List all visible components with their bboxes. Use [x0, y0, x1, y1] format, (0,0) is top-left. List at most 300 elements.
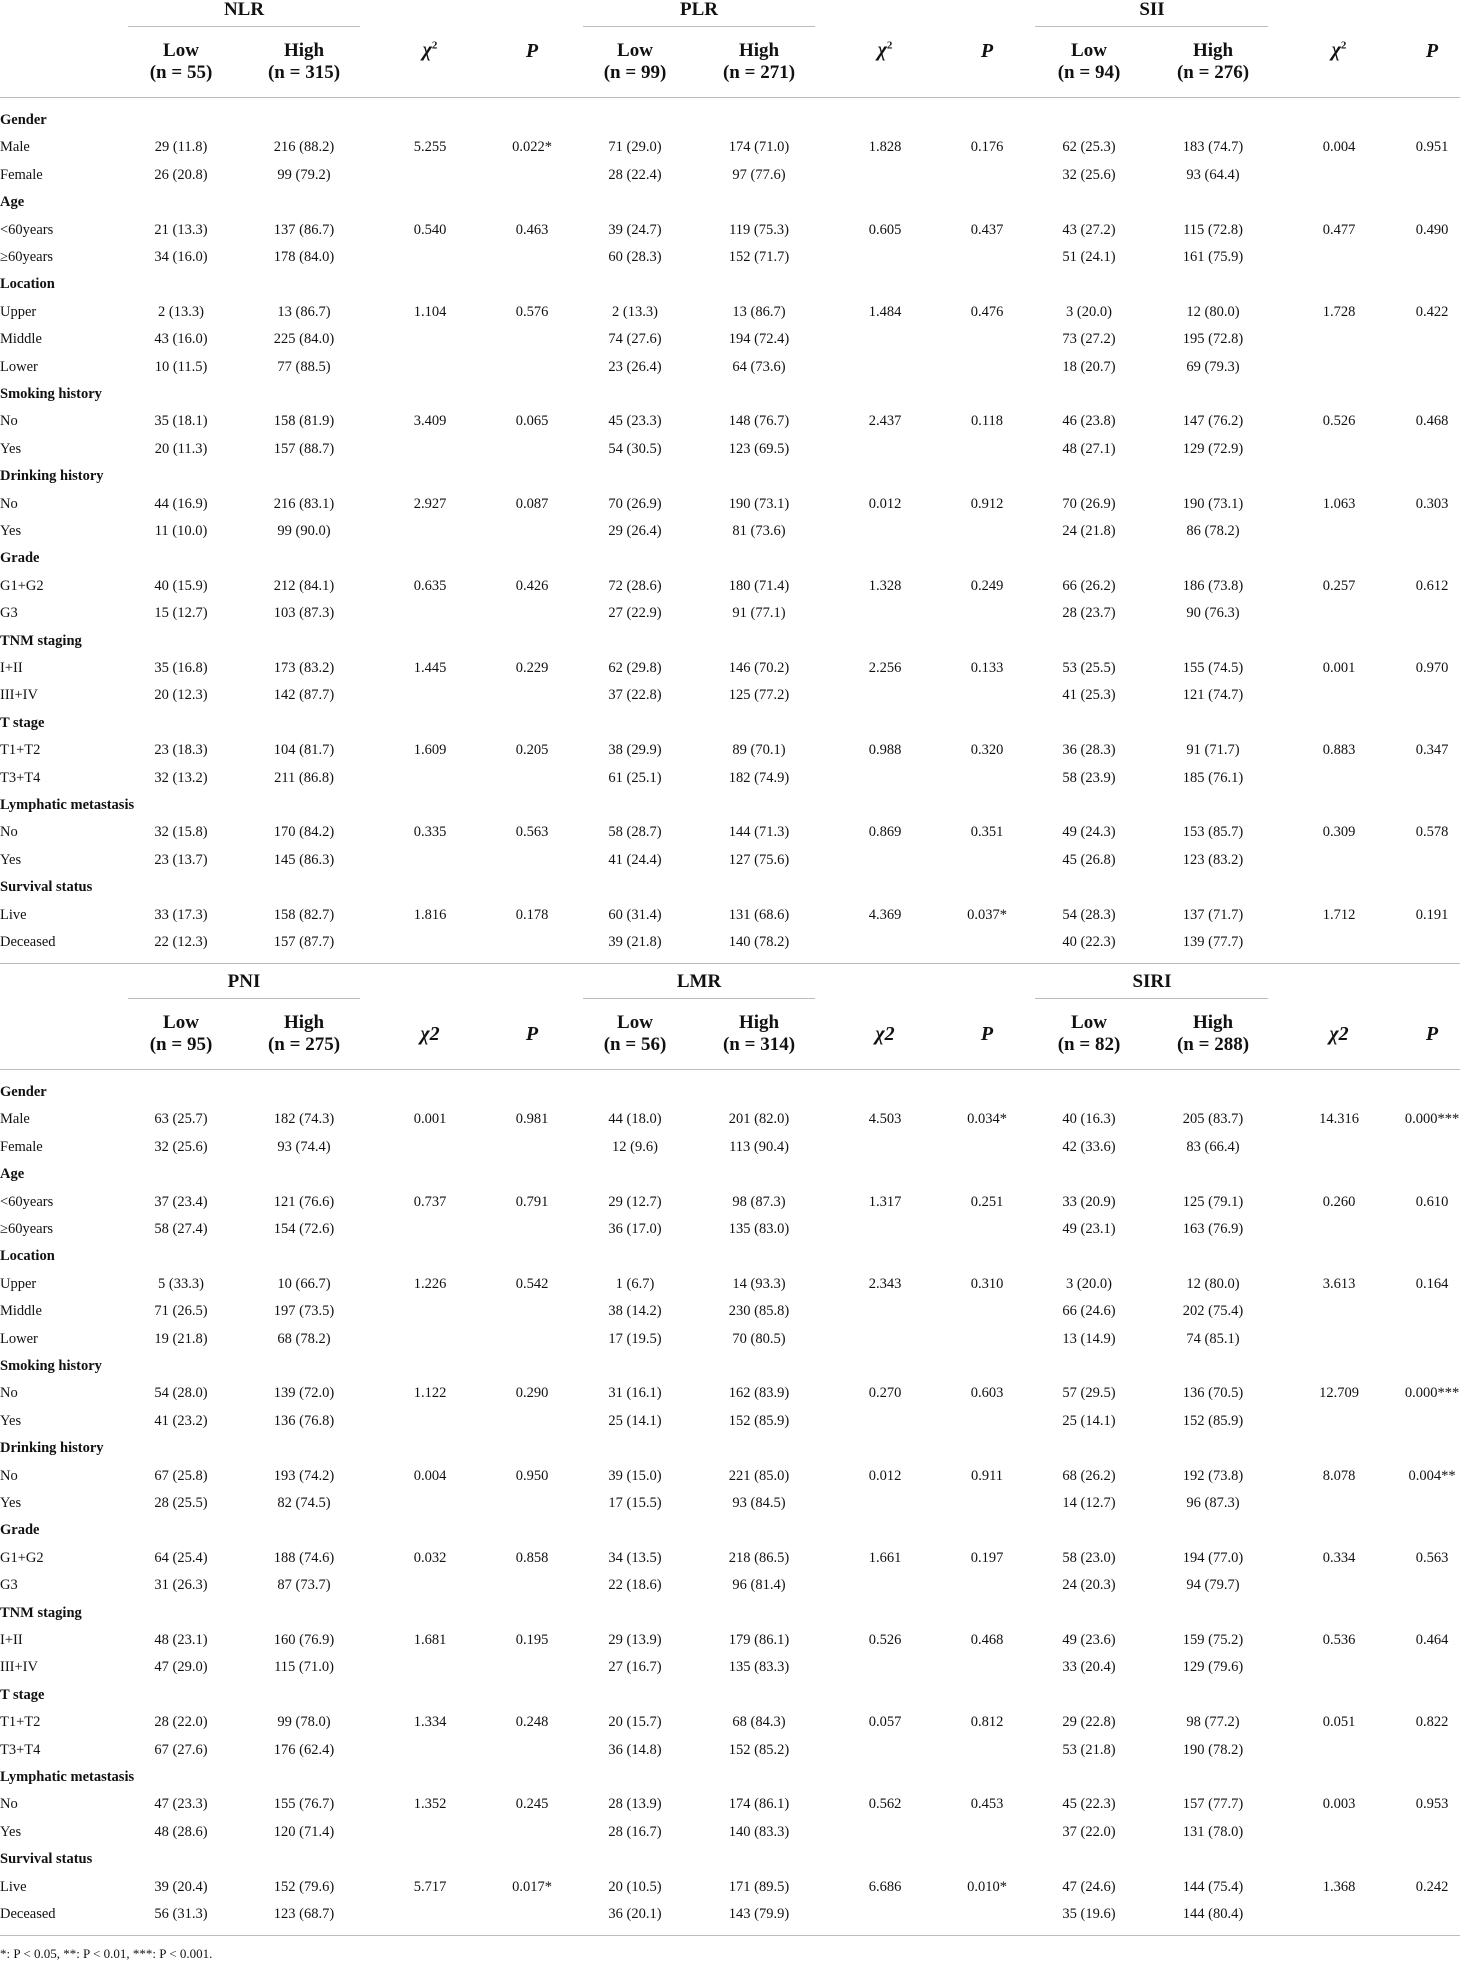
table-cell: 159 (75.2) — [1182, 1632, 1244, 1648]
row-label: No — [0, 495, 18, 512]
table-cell: 125 (79.1) — [1182, 1193, 1244, 1210]
group-header: LMR — [676, 971, 722, 992]
table-cell: 0.563 — [1415, 1549, 1449, 1566]
table-cell: 62 (25.3) — [1062, 139, 1116, 156]
p-symbol: P — [980, 1023, 994, 1045]
table-cell: 14 (12.7) — [1062, 1495, 1116, 1511]
table-cell: 178 (84.0) — [273, 249, 335, 265]
table-cell: 44 (16.9) — [154, 495, 208, 512]
table-cell: 0.195 — [515, 1632, 549, 1648]
table-cell: 1.334 — [413, 1714, 447, 1731]
table-cell: 5.255 — [413, 139, 447, 156]
table-cell: 1.368 — [1322, 1878, 1356, 1895]
table-cell: 194 (77.0) — [1182, 1549, 1244, 1566]
table-cell: 147 (76.2) — [1182, 413, 1244, 430]
table-cell: 183 (74.7) — [1182, 139, 1244, 156]
table-cell: 144 (71.3) — [728, 824, 790, 841]
table-cell: 0.257 — [1322, 577, 1356, 594]
table-cell: 136 (76.8) — [273, 1412, 335, 1429]
table-cell: 1.828 — [868, 139, 902, 156]
table-cell: 32 (25.6) — [154, 1138, 208, 1155]
table-cell: 185 (76.1) — [1182, 769, 1244, 786]
table-cell: 70 (26.9) — [608, 495, 662, 512]
table-cell: 0.118 — [970, 413, 1004, 430]
table-cell: 123 (83.2) — [1182, 851, 1244, 868]
table-cell: 0.464 — [1415, 1632, 1449, 1648]
table-cell: 14 (93.3) — [732, 1275, 786, 1292]
p-value-header — [1426, 41, 1438, 61]
table-cell: 0.012 — [868, 1467, 902, 1484]
table-cell: 171 (89.5) — [728, 1878, 790, 1895]
high-column-label: High — [738, 40, 780, 61]
table-cell: 26 (20.8) — [154, 166, 208, 183]
table-cell: 29 (22.8) — [1062, 1714, 1116, 1731]
table-cell: 37 (23.4) — [154, 1193, 208, 1210]
table-cell: 155 (76.7) — [273, 1796, 335, 1813]
group-header-rule — [128, 998, 360, 999]
table-cell: 28 (25.5) — [154, 1495, 208, 1511]
row-label: Upper — [0, 1275, 37, 1292]
table-cell: 98 (77.2) — [1186, 1714, 1240, 1731]
table-cell: 1.104 — [413, 303, 447, 320]
table-cell: 47 (24.6) — [1062, 1878, 1116, 1895]
table-cell: 3 (20.0) — [1066, 1275, 1112, 1292]
table-cell: 60 (28.3) — [608, 249, 662, 265]
table-cell: 0.248 — [515, 1714, 549, 1731]
low-column-label: Low — [1071, 40, 1107, 61]
table-cell: 48 (28.6) — [154, 1823, 208, 1840]
table-cell: 39 (24.7) — [608, 221, 662, 238]
table-cell: 19 (21.8) — [154, 1330, 208, 1347]
row-label: Yes — [0, 1823, 22, 1840]
table-cell: 221 (85.0) — [728, 1467, 790, 1484]
table-cell: 0.003 — [1322, 1796, 1356, 1813]
table-cell: 97 (77.6) — [732, 166, 786, 183]
table-cell: 27 (16.7) — [608, 1659, 662, 1676]
table-cell: 53 (25.5) — [1062, 660, 1116, 676]
row-label: Yes — [0, 851, 22, 868]
table-cell: 0.037* — [967, 906, 1007, 923]
row-label: Female — [0, 1138, 43, 1155]
chi-symbol: χ — [1331, 39, 1341, 61]
table-cell: 29 (13.9) — [608, 1632, 662, 1648]
table-cell: 163 (76.9) — [1182, 1221, 1244, 1237]
row-label: Yes — [0, 523, 22, 539]
table-cell: 23 (13.7) — [154, 851, 208, 868]
table-cell: 174 (86.1) — [728, 1796, 790, 1813]
table-cell: 28 (16.7) — [608, 1823, 662, 1840]
table-cell: 4.369 — [868, 906, 902, 923]
table-cell: 49 (23.6) — [1062, 1632, 1116, 1648]
header-bottom-rule — [0, 1069, 1460, 1070]
table-cell: 0.536 — [1322, 1632, 1356, 1648]
table-cell: 1.317 — [868, 1193, 902, 1210]
table-cell: 188 (74.6) — [273, 1549, 335, 1566]
table-cell: 190 (73.1) — [1182, 495, 1244, 512]
table-cell: 23 (18.3) — [154, 742, 208, 759]
table-cell: 0.988 — [868, 742, 902, 759]
table-cell: 202 (75.4) — [1182, 1303, 1244, 1320]
table-cell: 152 (85.9) — [1182, 1412, 1244, 1429]
group-header-rule — [583, 998, 815, 999]
table-cell: 35 (19.6) — [1062, 1906, 1116, 1922]
table-cell: 45 (22.3) — [1062, 1796, 1116, 1813]
table-cell: 2.437 — [868, 413, 902, 430]
table-cell: 33 (20.9) — [1062, 1193, 1116, 1210]
table-cell: 58 (28.7) — [608, 824, 662, 841]
table-cell: 44 (18.0) — [608, 1111, 662, 1128]
table-cell: 152 (79.6) — [273, 1878, 335, 1895]
table-cell: 152 (71.7) — [728, 249, 790, 265]
table-cell: 131 (78.0) — [1182, 1823, 1244, 1840]
category-row-label: Lymphatic metastasis — [0, 797, 135, 813]
table-cell: 8.078 — [1322, 1467, 1356, 1484]
table-cell: 1.728 — [1322, 303, 1356, 320]
table-cell: 121 (74.7) — [1182, 687, 1244, 704]
table-cell: 197 (73.5) — [273, 1303, 335, 1320]
high-column-label: High — [1192, 1012, 1234, 1033]
table-cell: 3 (20.0) — [1066, 303, 1112, 320]
table-cell: 0.191 — [1415, 906, 1449, 923]
category-row-label: Gender — [0, 112, 47, 128]
low-column-n: (n = 95) — [149, 1034, 213, 1055]
high-column-n: (n = 288) — [1176, 1034, 1250, 1055]
table-cell: 0.164 — [1415, 1275, 1449, 1292]
category-row-label: Age — [0, 194, 25, 211]
table-cell: 29 (12.7) — [608, 1193, 662, 1210]
table-cell: 205 (83.7) — [1182, 1111, 1244, 1128]
p-symbol: P — [525, 40, 539, 62]
row-label: G3 — [0, 1577, 18, 1594]
table-cell: 83 (66.4) — [1186, 1138, 1240, 1155]
row-label: Lower — [0, 358, 38, 375]
table-cell: 0.010* — [967, 1878, 1007, 1895]
chi-square-header — [423, 40, 438, 60]
table-cell: 0.000*** — [1404, 1111, 1460, 1128]
table-cell: 230 (85.8) — [728, 1303, 790, 1320]
table-cell: 139 (72.0) — [273, 1385, 335, 1402]
table-cell: 0.562 — [868, 1796, 902, 1813]
table-cell: 53 (21.8) — [1062, 1741, 1116, 1758]
table-cell: 104 (81.7) — [273, 742, 335, 759]
table-cell: 99 (78.0) — [277, 1714, 331, 1731]
table-cell: 31 (16.1) — [608, 1385, 662, 1402]
table-cell: 20 (12.3) — [154, 687, 208, 704]
row-label: Male — [0, 1111, 30, 1128]
table-cell: 0.087 — [515, 495, 549, 512]
table-cell: 119 (75.3) — [729, 221, 789, 238]
row-label: III+IV — [0, 687, 38, 704]
chi-square-header — [420, 1024, 439, 1044]
table-cell: 91 (71.7) — [1186, 742, 1240, 759]
row-label: Lower — [0, 1330, 38, 1347]
table-cell: 190 (78.2) — [1182, 1741, 1244, 1758]
table-cell: 21 (13.3) — [154, 221, 208, 238]
table-cell: 0.468 — [970, 1632, 1004, 1648]
table-cell: 58 (23.9) — [1062, 769, 1116, 786]
low-column-n: (n = 94) — [1057, 62, 1121, 83]
table-cell: 10 (66.7) — [277, 1275, 331, 1292]
row-label: Yes — [0, 1412, 22, 1429]
table-cell: 71 (29.0) — [608, 139, 662, 156]
table-cell: 0.426 — [515, 577, 549, 594]
low-column-n: (n = 55) — [149, 62, 213, 83]
table-cell: 42 (33.6) — [1062, 1138, 1116, 1155]
low-column-n: (n = 56) — [603, 1034, 667, 1055]
table-cell: 0.001 — [1322, 660, 1356, 676]
table-cell: 0.576 — [515, 303, 549, 320]
table-cell: 68 (84.3) — [732, 1714, 786, 1731]
table-cell: 174 (71.0) — [728, 139, 790, 156]
table-cell: 2.343 — [868, 1275, 902, 1292]
table-cell: 137 (86.7) — [273, 221, 335, 238]
table-cell: 157 (77.7) — [1182, 1796, 1244, 1813]
category-row-label: TNM staging — [0, 1604, 82, 1621]
category-row-label: Age — [0, 1166, 25, 1183]
table-cell: 35 (18.1) — [154, 413, 208, 430]
table-cell: 0.260 — [1322, 1193, 1356, 1210]
table-cell: 1.661 — [868, 1549, 902, 1566]
table-cell: 157 (88.7) — [273, 440, 335, 457]
table-cell: 176 (62.4) — [273, 1741, 335, 1758]
table-cell: 0.822 — [1415, 1714, 1449, 1731]
low-column-n: (n = 82) — [1057, 1034, 1121, 1055]
row-label: I+II — [0, 1632, 23, 1648]
table-cell: 94 (79.7) — [1186, 1577, 1240, 1594]
table-cell: 5.717 — [413, 1878, 447, 1895]
table-cell: 32 (25.6) — [1062, 166, 1116, 183]
table-cell: 25 (14.1) — [608, 1412, 662, 1429]
table-cell: 0.245 — [515, 1796, 549, 1813]
table-cell: 58 (23.0) — [1062, 1549, 1116, 1566]
table-cell: 0.437 — [970, 221, 1004, 238]
table-cell: 0.981 — [515, 1111, 549, 1128]
row-label: ≥60years — [0, 1221, 54, 1237]
table-cell: 36 (28.3) — [1062, 742, 1116, 759]
table-cell: 1.681 — [413, 1632, 447, 1648]
group-header: SII — [1139, 0, 1165, 20]
table-cell: 28 (13.9) — [608, 1796, 662, 1813]
table-cell: 93 (64.4) — [1186, 166, 1240, 183]
table-cell: 0.422 — [1415, 303, 1449, 320]
table-cell: 32 (15.8) — [154, 824, 208, 841]
table-cell: 0.251 — [970, 1193, 1004, 1210]
row-label: Deceased — [0, 934, 56, 950]
table-cell: 1.328 — [868, 577, 902, 594]
table-cell: 192 (73.8) — [1182, 1467, 1244, 1484]
table-cell: 96 (81.4) — [732, 1577, 786, 1594]
table-cell: 158 (82.7) — [273, 906, 335, 923]
table-cell: 173 (83.2) — [273, 660, 335, 676]
table-cell: 0.178 — [515, 906, 549, 923]
category-row-label: T stage — [0, 714, 45, 731]
table-cell: 0.000*** — [1404, 1385, 1460, 1402]
table-cell: 121 (76.6) — [273, 1193, 335, 1210]
row-label: Deceased — [0, 1906, 56, 1922]
low-column-label: Low — [163, 40, 199, 61]
table-cell: 123 (68.7) — [273, 1906, 335, 1922]
table-cell: 49 (24.3) — [1062, 824, 1116, 841]
table-cell: 70 (80.5) — [732, 1330, 786, 1347]
table-cell: 22 (12.3) — [154, 934, 208, 950]
table-cell: 115 (71.0) — [274, 1659, 334, 1676]
row-label: T3+T4 — [0, 769, 41, 786]
table-cell: 38 (14.2) — [608, 1303, 662, 1320]
table-cell: 39 (21.8) — [608, 934, 662, 950]
table-cell: 28 (22.4) — [608, 166, 662, 183]
table-cell: 31 (26.3) — [154, 1577, 208, 1594]
table-cell: 99 (79.2) — [277, 166, 331, 183]
category-row-label: Grade — [0, 550, 40, 567]
table-cell: 47 (29.0) — [154, 1659, 208, 1676]
chi-symbol: χ2 — [875, 1023, 895, 1045]
table-cell: 139 (77.7) — [1182, 934, 1244, 950]
category-row-label: T stage — [0, 1686, 45, 1703]
low-column-label: Low — [617, 1012, 653, 1033]
table-cell: 2.927 — [413, 495, 447, 512]
chi-square-header — [1332, 40, 1347, 60]
table-cell: 0.490 — [1415, 221, 1449, 238]
table-cell: 0.737 — [413, 1193, 447, 1210]
table-cell: 64 (73.6) — [732, 358, 786, 375]
table-cell: 87 (73.7) — [277, 1577, 331, 1594]
table-cell: 0.612 — [1415, 577, 1449, 594]
table-cell: 0.335 — [413, 824, 447, 841]
row-label: Middle — [0, 331, 42, 348]
table-cell: 123 (69.5) — [728, 440, 790, 457]
table-cell: 1 (6.7) — [615, 1275, 655, 1292]
table-cell: 170 (84.2) — [273, 824, 335, 841]
table-cell: 86 (78.2) — [1186, 523, 1240, 539]
table-cell: 113 (90.4) — [729, 1138, 789, 1155]
table-cell: 0.970 — [1415, 660, 1449, 676]
table-cell: 154 (72.6) — [273, 1221, 335, 1237]
table-cell: 0.001 — [413, 1111, 447, 1128]
table-cell: 57 (29.5) — [1062, 1385, 1116, 1402]
table-cell: 51 (24.1) — [1062, 249, 1116, 265]
p-symbol: P — [980, 40, 994, 62]
table-cell: 17 (19.5) — [608, 1330, 662, 1347]
table-cell: 182 (74.3) — [273, 1111, 335, 1128]
table-cell: 74 (85.1) — [1186, 1330, 1240, 1347]
group-header-rule — [128, 26, 360, 27]
table-cell: 0.526 — [868, 1632, 902, 1648]
row-label: No — [0, 824, 18, 841]
table-cell: 0.017* — [512, 1878, 552, 1895]
table-cell: 211 (86.8) — [274, 769, 334, 786]
table-cell: 195 (72.8) — [1182, 331, 1244, 348]
table-cell: 0.912 — [970, 495, 1004, 512]
category-row-label: Drinking history — [0, 1440, 104, 1457]
p-value-header — [526, 41, 538, 61]
table-cell: 29 (26.4) — [608, 523, 662, 539]
table-cell: 0.463 — [515, 221, 549, 238]
row-label: Male — [0, 139, 30, 156]
row-label: Yes — [0, 1495, 22, 1511]
table-cell: 0.249 — [970, 577, 1004, 594]
category-row-label: Location — [0, 276, 55, 293]
high-column-n: (n = 315) — [267, 62, 341, 83]
p-value-header — [981, 41, 993, 61]
table-cell: 0.477 — [1322, 221, 1356, 238]
p-symbol: P — [1425, 40, 1439, 62]
table-cell: 20 (15.7) — [608, 1714, 662, 1731]
p-symbol: P — [525, 1023, 539, 1045]
row-label: No — [0, 1796, 18, 1813]
table-cell: 54 (28.0) — [154, 1385, 208, 1402]
table-cell: 1.122 — [413, 1385, 447, 1402]
table-cell: 29 (11.8) — [154, 139, 208, 156]
table-cell: 0.205 — [515, 742, 549, 759]
low-column-label: Low — [617, 40, 653, 61]
category-row-label: Smoking history — [0, 386, 102, 402]
chi-square-header — [878, 40, 893, 60]
table-cell: 93 (74.4) — [277, 1138, 331, 1155]
table-cell: 98 (87.3) — [732, 1193, 786, 1210]
table-cell: 143 (79.9) — [728, 1906, 790, 1922]
table-cell: 216 (83.1) — [273, 495, 335, 512]
high-column-n: (n = 276) — [1176, 62, 1250, 83]
table-cell: 43 (16.0) — [154, 331, 208, 348]
group-header: PNI — [227, 971, 261, 992]
row-label: No — [0, 1385, 18, 1402]
table-cell: 140 (83.3) — [728, 1823, 790, 1840]
table-cell: 142 (87.7) — [273, 687, 335, 704]
table-cell: 125 (77.2) — [728, 687, 790, 704]
low-column-n: (n = 99) — [603, 62, 667, 83]
table-cell: 34 (13.5) — [608, 1549, 662, 1566]
table-cell: 152 (85.9) — [728, 1412, 790, 1429]
table-cell: 3.613 — [1322, 1275, 1356, 1292]
table-cell: 13 (86.7) — [732, 303, 786, 320]
group-header-rule — [583, 26, 815, 27]
table-cell: 155 (74.5) — [1182, 660, 1244, 676]
table-cell: 63 (25.7) — [154, 1111, 208, 1128]
table-cell: 11 (10.0) — [154, 523, 208, 539]
table-cell: 71 (26.5) — [154, 1303, 208, 1320]
p-value-header — [526, 1024, 538, 1044]
chi-superscript: 2 — [1340, 39, 1347, 52]
table-cell: 32 (13.2) — [154, 769, 208, 786]
row-label: No — [0, 1467, 18, 1484]
table-cell: 3.409 — [413, 413, 447, 430]
table-cell: 25 (14.1) — [1062, 1412, 1116, 1429]
category-row-label: Grade — [0, 1522, 40, 1539]
row-label: I+II — [0, 660, 23, 676]
table-cell: 61 (25.1) — [608, 769, 662, 786]
table-cell: 186 (73.8) — [1182, 577, 1244, 594]
table-cell: 0.303 — [1415, 495, 1449, 512]
table-cell: 144 (80.4) — [1182, 1906, 1244, 1922]
row-label: Live — [0, 906, 27, 923]
table-cell: 46 (23.8) — [1062, 413, 1116, 430]
table-cell: 137 (71.7) — [1182, 906, 1244, 923]
table-cell: 22 (18.6) — [608, 1577, 662, 1594]
table-cell: 225 (84.0) — [273, 331, 335, 348]
table-cell: 1.816 — [413, 906, 447, 923]
table-cell: 0.197 — [970, 1549, 1004, 1566]
table-cell: 13 (14.9) — [1062, 1330, 1116, 1347]
table-cell: 77 (88.5) — [277, 358, 331, 375]
chi-superscript: 2 — [431, 39, 438, 52]
table-cell: 90 (76.3) — [1186, 605, 1240, 622]
row-label: Upper — [0, 303, 37, 320]
table-cell: 35 (16.8) — [154, 660, 208, 676]
table-cell: 0.578 — [1415, 824, 1449, 841]
table-cell: 49 (23.1) — [1062, 1221, 1116, 1237]
table-cell: 0.057 — [868, 1714, 902, 1731]
table-cell: 40 (15.9) — [154, 577, 208, 594]
